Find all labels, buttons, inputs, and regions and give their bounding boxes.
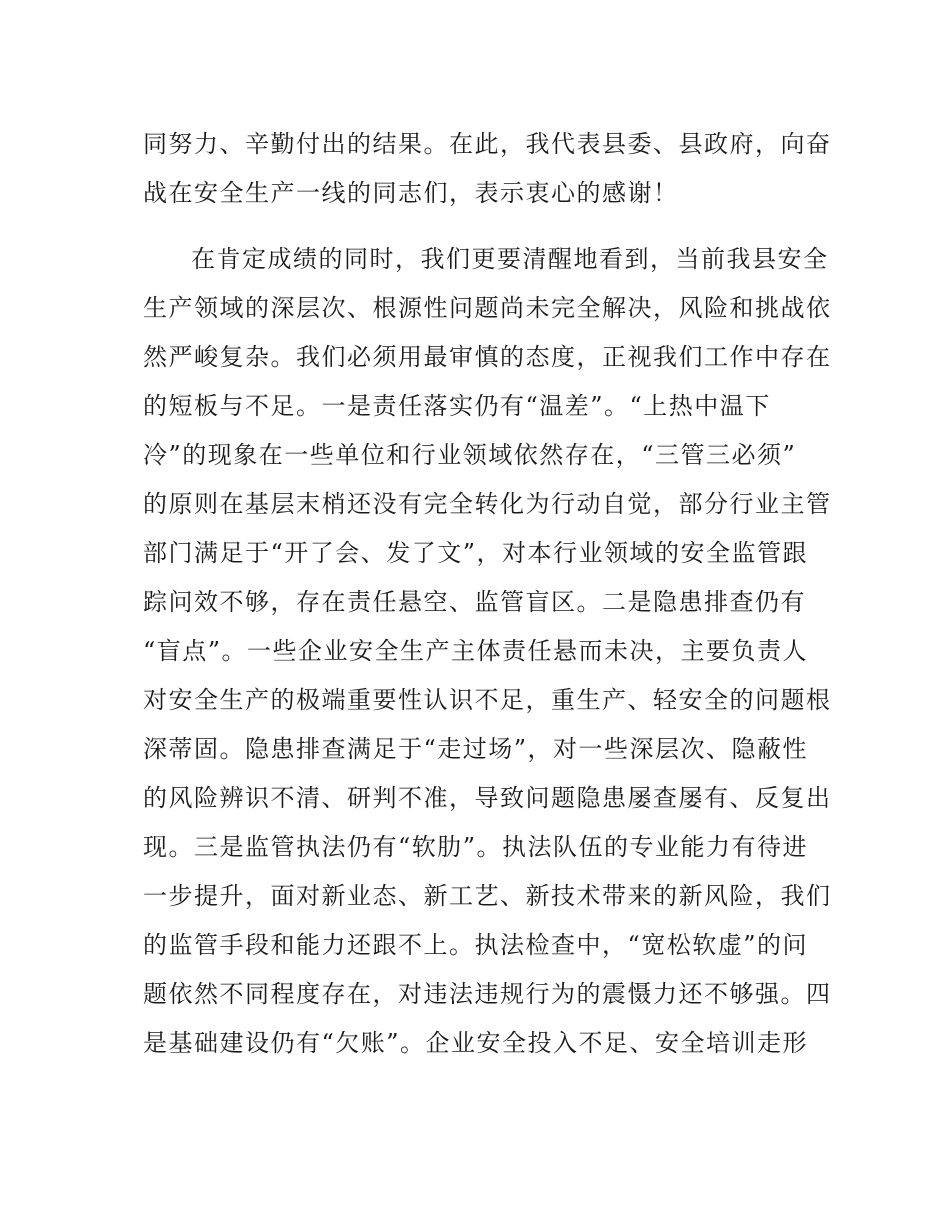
paragraph-line: 的监管手段和能力还跟不上。执法检查中，“宽松软虚”的问: [143, 931, 809, 959]
paragraph-line: 在肯定成绩的同时，我们更要清醒地看到，当前我县安全: [191, 245, 829, 273]
paragraph-line: 题依然不同程度存在，对违法违规行为的震慑力还不够强。四: [143, 980, 832, 1008]
paragraph-line: 部门满足于“开了会、发了文”，对本行业领域的安全监管跟: [143, 539, 809, 567]
paragraph-line: 踪问效不够，存在责任悬空、监管盲区。二是隐患排查仍有: [143, 588, 806, 616]
paragraph-line: 现。三是监管执法仍有“软肋”。执法队伍的专业能力有待进: [143, 833, 809, 861]
paragraph-line: 对安全生产的极端重要性认识不足，重生产、轻安全的问题根: [143, 686, 832, 714]
paragraph-line: 然严峻复杂。我们必须用最审慎的态度，正视我们工作中存在: [143, 343, 832, 371]
paragraph-line: 同努力、辛勤付出的结果。在此，我代表县委、县政府，向奋: [143, 130, 832, 158]
paragraph-line: 是基础建设仍有“欠账”。企业安全投入不足、安全培训走形: [143, 1029, 809, 1057]
paragraph-line: 冷”的现象在一些单位和行业领域依然存在，“三管三必须”: [143, 441, 797, 469]
paragraph-line: 生产领域的深层次、根源性问题尚未完全解决，风险和挑战依: [143, 294, 832, 322]
paragraph-line: 的短板与不足。一是责任落实仍有“温差”。“上热中温下: [143, 392, 771, 420]
paragraph-line: “盲点”。一些企业安全生产主体责任悬而未决，主要负责人: [143, 637, 809, 665]
paragraph-line: 的原则在基层末梢还没有完全转化为行动自觉，部分行业主管: [143, 490, 832, 518]
paragraph-line: 战在安全生产一线的同志们，表示衷心的感谢！: [143, 179, 679, 207]
paragraph-line: 一步提升，面对新业态、新工艺、新技术带来的新风险，我们: [143, 882, 832, 910]
paragraph-line: 深蒂固。隐患排查满足于“走过场”，对一些深层次、隐蔽性: [143, 735, 809, 763]
paragraph-line: 的风险辨识不清、研判不准，导致问题隐患屡查屡有、反复出: [143, 784, 832, 812]
